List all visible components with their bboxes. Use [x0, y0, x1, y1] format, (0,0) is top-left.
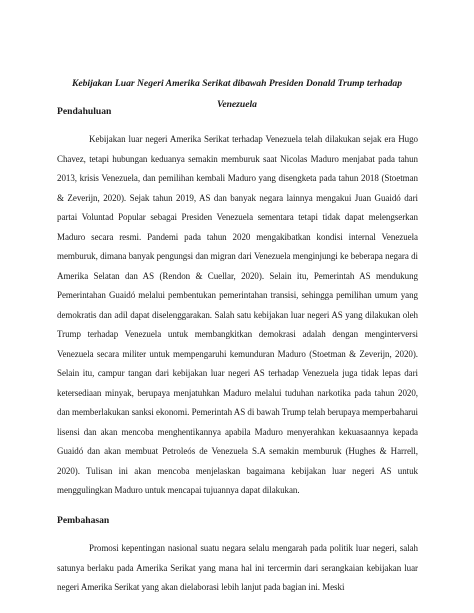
section-heading-pembahasan: Pembahasan [57, 515, 110, 526]
section-heading-pendahuluan: Pendahuluan [57, 106, 112, 117]
section-paragraph-pembahasan: Promosi kepentingan nasional suatu negara selalu mengarah pada politik luar negeri, salah satunya berlaku pada Amerika Serikat yang mana hal ini tercermin dari serangkaian kebijakan luar negeri Amerika Serikat yang akan dielaborasi lebih lanjut pada bagian ini. Meski [57, 543, 418, 592]
section-paragraph-pendahuluan: Kebijakan luar negeri Amerika Serikat terhadap Venezuela telah dilakukan sejak era Hugo Chavez, tetapi hubungan keduanya semakin memburuk saat Nicolas Maduro menjabat pada tahun 2013, krisis Venezuela, dan pemilihan kembali Maduro yang disengketa pada tahun 2018 (Stoetman & Zeverijn, 2020). Sejak tahun 2019, AS dan banyak negara lainnya mengakui Juan Guaidó dari partai Voluntad Popular sebagai Presiden Venezuela sementara tetapi tidak dapat melengserkan Maduro secara resmi. Pandemi pada tahun 2020 mengakibatkan kondisi internal Venezuela memburuk, dimana banyak pengungsi dan migran dari Venezuela menginjungi ke beberapa negara di Amerika Selatan dan AS (Rendon & Cuellar, 2020). Selain itu, Pemerintah AS mendukung Pemerintahan Guaidó melalui pembentukan pemerintahan transisi, sehingga pemilihan umum yang demokratis dan adil dapat diselenggarakan. Salah satu kebijakan luar negeri AS yang dilakukan oleh Trump terhadap Venezuela untuk membangkitkan demokrasi adalah dengan menginterversi Venezuela secara militer untuk mempengaruhi kemunduran Maduro (Stoetman & Zeverijn, 2020). Selain itu, campur tangan dari kebijakan luar negeri AS terhadap Venezuela juga tidak lepas dari ketersediaan minyak, berupaya menjatuhkan Maduro melalui tuduhan narkotika pada tahun 2020, dan memberlakukan sanksi ekonomi. Pemerintah AS di bawah Trump telah berupaya memperbaharui lisensi dan akan mencoba menghentikannya apabila Maduro menyerahkan kekuasaannya kepada Guaidó dan akan membuat Petroleós de Venezuela S.A semakin memburuk (Hughes & Harrell, 2020). Tulisan ini akan mencoba menjelaskan bagaimana kebijakan luar negeri AS untuk menggulingkan Maduro untuk mencapai tujuannya dapat dilakukan. [57, 134, 418, 495]
document-title: Kebijakan Luar Negeri Amerika Serikat dibawah Presiden Donald Trump terhadap Venezuela [71, 78, 403, 110]
